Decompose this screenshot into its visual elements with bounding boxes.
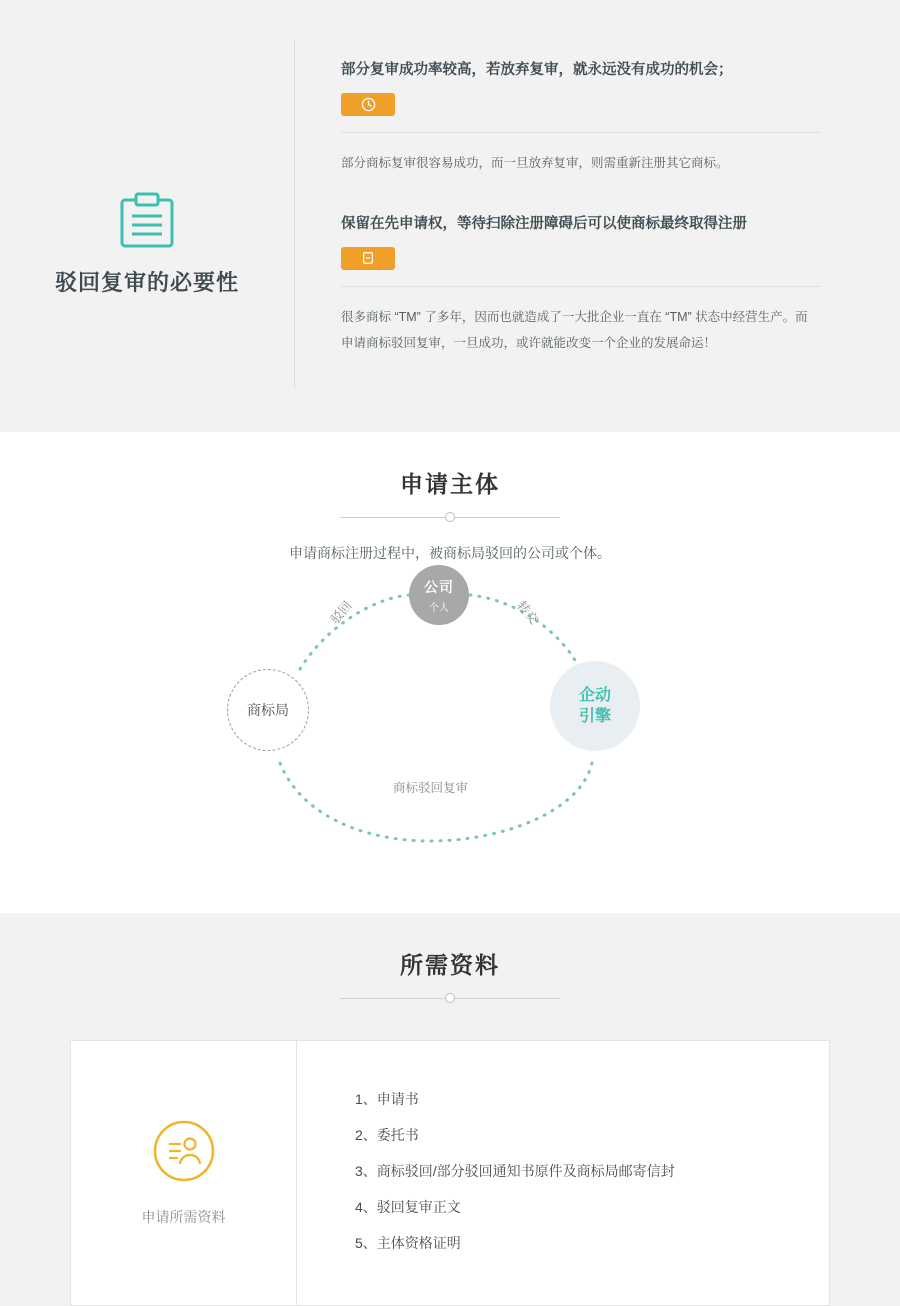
materials-card-left (71, 1041, 297, 1305)
materials-card-caption: 申请所需资料 (141, 1208, 226, 1225)
node-brand (550, 661, 640, 751)
decoration-dot (445, 993, 455, 1003)
materials-card (70, 1040, 830, 1306)
title-underline-decoration (340, 992, 560, 1006)
necessity-paragraph: 部分商标复审很容易成功，而一旦放弃复审，则需重新注册其它商标。 (341, 155, 729, 170)
applicant-subtitle: 申请商标注册过程中，被商标局驳回的公司或个体。 (289, 545, 611, 562)
applicant-flow-diagram (0, 573, 900, 873)
necessity-section (0, 0, 900, 432)
necessity-heading: 保留在先申请权，等待扫除注册障碍后可以使商标最终取得注册 (341, 216, 747, 233)
node-company (409, 565, 469, 625)
person-document-icon (153, 1120, 215, 1187)
necessity-right-panel (294, 40, 900, 388)
materials-section (0, 913, 900, 1306)
node-brand-line1: 企动 (578, 686, 611, 704)
section-title: 申请主体 (400, 471, 500, 498)
list-item: 2、委托书 (355, 1127, 419, 1144)
necessity-left-panel (0, 40, 294, 388)
node-brand-line2: 引擎 (578, 708, 611, 726)
applicant-header (0, 466, 900, 525)
title-underline-decoration (340, 511, 560, 525)
section-title: 所需资料 (400, 952, 500, 979)
list-item: 4、驳回复审正文 (355, 1199, 461, 1216)
materials-header (0, 947, 900, 1006)
node-trademark-bureau (227, 669, 309, 751)
node-company-line1: 公司 (424, 578, 454, 595)
materials-list (297, 1041, 829, 1305)
label-handover: 转交 (514, 598, 542, 627)
applicant-section (0, 432, 900, 913)
divider (341, 286, 820, 287)
node-bureau-label: 商标局 (247, 702, 289, 719)
clipboard-icon (120, 192, 174, 248)
node-company-line2: 个人 (429, 602, 449, 614)
list-item: 3、商标驳回/部分驳回通知书原件及商标局邮寄信封 (355, 1163, 675, 1180)
list-item: 1、申请书 (355, 1091, 419, 1108)
necessity-block (341, 208, 820, 388)
label-review: 商标驳回复审 (393, 781, 469, 796)
document-icon (341, 247, 395, 270)
divider (341, 132, 820, 133)
necessity-paragraph: 很多商标 “TM” 了多年，因而也就造成了一大批企业一直在 “TM” 状态中经营生产。而申请商标驳回复审，一旦成功，或许就能改变一个企业的发展命运！ (341, 309, 808, 350)
list-item: 5、主体资格证明 (355, 1235, 461, 1252)
decoration-dot (445, 512, 455, 522)
clock-icon (341, 93, 395, 116)
necessity-title: 驳回复审的必要性 (54, 269, 239, 295)
necessity-block (341, 58, 820, 208)
necessity-heading: 部分复审成功率较高，若放弃复审，就永远没有成功的机会； (341, 62, 733, 78)
label-reject: 驳回 (327, 598, 355, 627)
